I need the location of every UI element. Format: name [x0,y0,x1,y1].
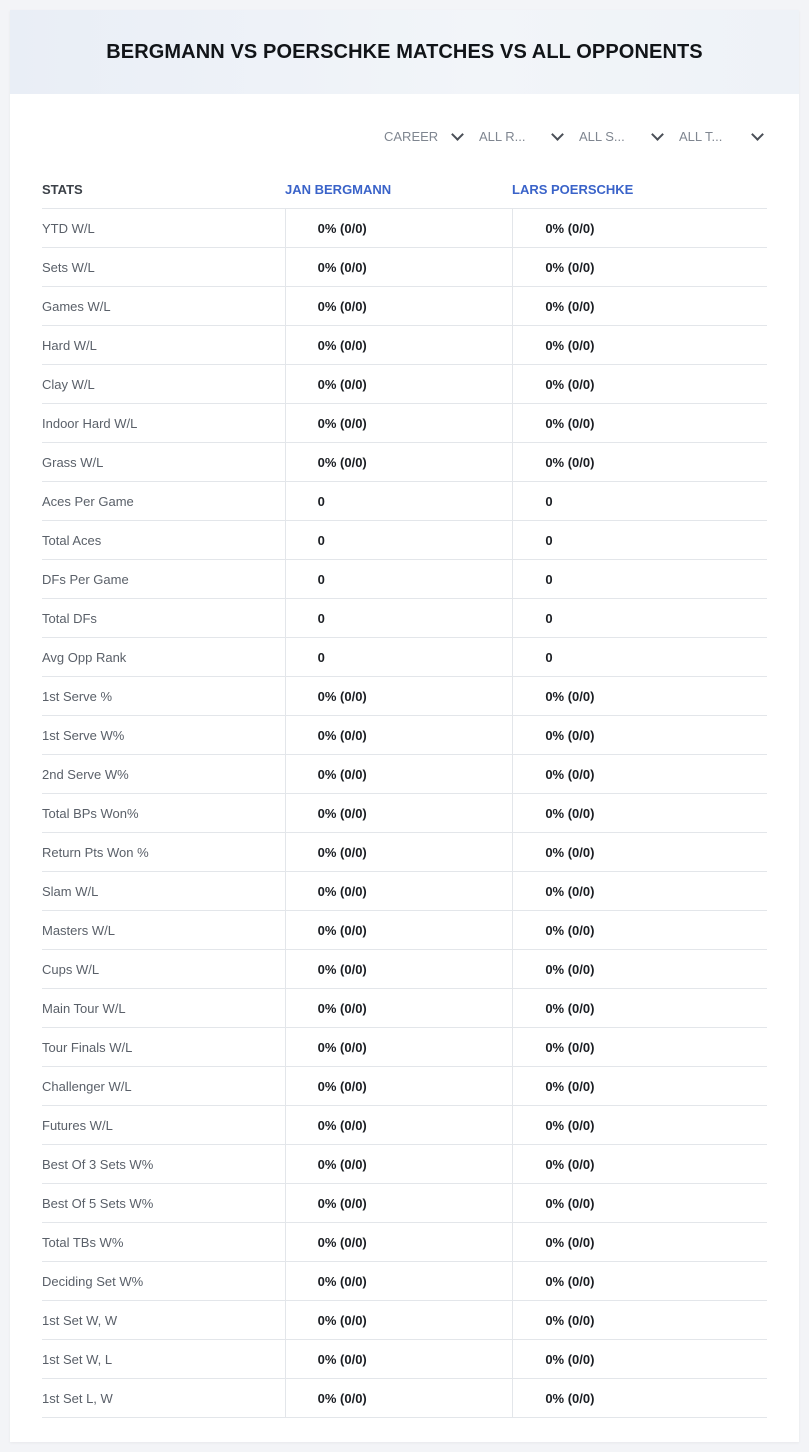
player1-value: 0% (0/0) [285,287,513,325]
player2-value: 0% (0/0) [512,989,767,1027]
player2-value: 0% (0/0) [512,872,767,910]
row-label: Avg Opp Rank [42,649,127,665]
player2-value: 0% (0/0) [512,1223,767,1261]
player2-value: 0% (0/0) [512,326,767,364]
player1-value: 0% (0/0) [285,1106,513,1144]
table-row [42,482,767,521]
surface-dropdown-label: ALL S... [579,128,625,144]
player2-value: 0 [512,560,767,598]
row-label: 1st Set L, W [42,1390,113,1406]
player2-value: 0% (0/0) [512,911,767,949]
row-label: Futures W/L [42,1117,113,1133]
card-header [10,10,799,94]
tournament-dropdown-label: ALL T... [679,128,723,144]
player2-value: 0% (0/0) [512,1106,767,1144]
row-label: 1st Set W, W [42,1312,118,1328]
row-label: Tour Finals W/L [42,1039,133,1055]
player2-value: 0 [512,482,767,520]
row-label: Hard W/L [42,337,97,353]
player1-value: 0% (0/0) [285,1301,513,1339]
chevron-down-icon [551,128,564,141]
row-label: Slam W/L [42,883,99,899]
player2-value: 0% (0/0) [512,248,767,286]
table-row [42,326,767,365]
table-row [42,560,767,599]
table-header [42,170,767,209]
player1-value: 0% (0/0) [285,833,513,871]
table-row [42,950,767,989]
table-row [42,599,767,638]
table-row [42,638,767,677]
player2-value: 0 [512,638,767,676]
player1-value: 0% (0/0) [285,911,513,949]
player1-value: 0 [285,521,513,559]
player2-value: 0% (0/0) [512,287,767,325]
player2-column-header[interactable]: LARS POERSCHKE [512,181,634,197]
period-dropdown[interactable] [384,123,464,149]
table-row [42,1106,767,1145]
table-row [42,755,767,794]
player2-value: 0% (0/0) [512,677,767,715]
row-label: Total BPs Won% [42,805,139,821]
table-row [42,911,767,950]
table-row [42,248,767,287]
player1-value: 0% (0/0) [285,1184,513,1222]
row-label: Total DFs [42,610,97,626]
player1-column-header[interactable]: JAN BERGMANN [285,181,392,197]
player2-value: 0 [512,599,767,637]
row-label: Return Pts Won % [42,844,149,860]
player2-value: 0% (0/0) [512,209,767,247]
player1-value: 0% (0/0) [285,209,513,247]
chevron-down-icon [651,128,664,141]
player2-value: 0% (0/0) [512,755,767,793]
chevron-down-icon [451,128,464,141]
player2-value: 0% (0/0) [512,1301,767,1339]
player2-value: 0% (0/0) [512,1067,767,1105]
period-dropdown-label: CAREER [384,128,439,144]
table-row [42,209,767,248]
player2-value: 0% (0/0) [512,443,767,481]
player1-value: 0% (0/0) [285,1028,513,1066]
stats-card [10,10,799,1442]
row-label: Aces Per Game [42,493,134,509]
table-row [42,521,767,560]
table-row [42,1067,767,1106]
row-label: Best Of 5 Sets W% [42,1195,154,1211]
player1-value: 0% (0/0) [285,950,513,988]
player1-value: 0 [285,638,513,676]
table-row [42,1028,767,1067]
player2-value: 0% (0/0) [512,1184,767,1222]
row-label: Challenger W/L [42,1078,132,1094]
table-row [42,716,767,755]
table-row [42,833,767,872]
table-row [42,404,767,443]
filter-bar [10,123,799,149]
player1-value: 0% (0/0) [285,872,513,910]
player1-value: 0% (0/0) [285,326,513,364]
player1-value: 0 [285,482,513,520]
player1-value: 0% (0/0) [285,443,513,481]
player2-value: 0 [512,521,767,559]
table-body [42,209,767,1418]
row-label: Games W/L [42,298,111,314]
row-label: Grass W/L [42,454,104,470]
player1-value: 0% (0/0) [285,404,513,442]
row-label: 1st Serve W% [42,727,125,743]
player1-value: 0% (0/0) [285,248,513,286]
player2-value: 0% (0/0) [512,716,767,754]
row-label: 1st Set W, L [42,1351,113,1367]
row-label: Clay W/L [42,376,95,392]
surface-dropdown[interactable] [579,123,664,149]
row-label: Best Of 3 Sets W% [42,1156,154,1172]
table-row [42,1184,767,1223]
player2-value: 0% (0/0) [512,404,767,442]
row-label: Total TBs W% [42,1234,124,1250]
stats-table [42,170,767,1418]
table-row [42,287,767,326]
table-row [42,365,767,404]
table-row [42,872,767,911]
player1-value: 0% (0/0) [285,1262,513,1300]
row-label: Total Aces [42,532,102,548]
player2-value: 0% (0/0) [512,1145,767,1183]
player2-value: 0% (0/0) [512,1379,767,1417]
round-dropdown[interactable] [479,123,564,149]
player2-value: 0% (0/0) [512,794,767,832]
table-row [42,989,767,1028]
player2-value: 0% (0/0) [512,1262,767,1300]
row-label: Deciding Set W% [42,1273,144,1289]
player1-value: 0% (0/0) [285,989,513,1027]
table-row [42,1340,767,1379]
row-label: Indoor Hard W/L [42,415,138,431]
player1-value: 0% (0/0) [285,716,513,754]
row-label: 2nd Serve W% [42,766,129,782]
player1-value: 0% (0/0) [285,365,513,403]
player1-value: 0% (0/0) [285,1223,513,1261]
round-dropdown-label: ALL R... [479,128,526,144]
row-label: 1st Serve % [42,688,113,704]
player2-value: 0% (0/0) [512,1340,767,1378]
stats-column-header: STATS [42,181,83,197]
player1-value: 0% (0/0) [285,1067,513,1105]
player2-value: 0% (0/0) [512,1028,767,1066]
row-label: Main Tour W/L [42,1000,126,1016]
player1-value: 0% (0/0) [285,677,513,715]
player2-value: 0% (0/0) [512,365,767,403]
player1-value: 0% (0/0) [285,1340,513,1378]
row-label: DFs Per Game [42,571,129,587]
tournament-dropdown[interactable] [679,123,764,149]
player1-value: 0% (0/0) [285,1379,513,1417]
player1-value: 0 [285,560,513,598]
player1-value: 0 [285,599,513,637]
player1-value: 0% (0/0) [285,755,513,793]
page-title: BERGMANN VS POERSCHKE MATCHES VS ALL OPPONENTS [106,40,703,63]
table-row [42,1379,767,1418]
chevron-down-icon [751,128,764,141]
table-row [42,1145,767,1184]
player2-value: 0% (0/0) [512,833,767,871]
table-row [42,794,767,833]
player1-value: 0% (0/0) [285,1145,513,1183]
row-label: YTD W/L [42,220,95,236]
player2-value: 0% (0/0) [512,950,767,988]
row-label: Masters W/L [42,922,115,938]
table-row [42,443,767,482]
row-label: Sets W/L [42,259,95,275]
table-row [42,1223,767,1262]
table-row [42,677,767,716]
table-row [42,1262,767,1301]
table-row [42,1301,767,1340]
player1-value: 0% (0/0) [285,794,513,832]
row-label: Cups W/L [42,961,100,977]
